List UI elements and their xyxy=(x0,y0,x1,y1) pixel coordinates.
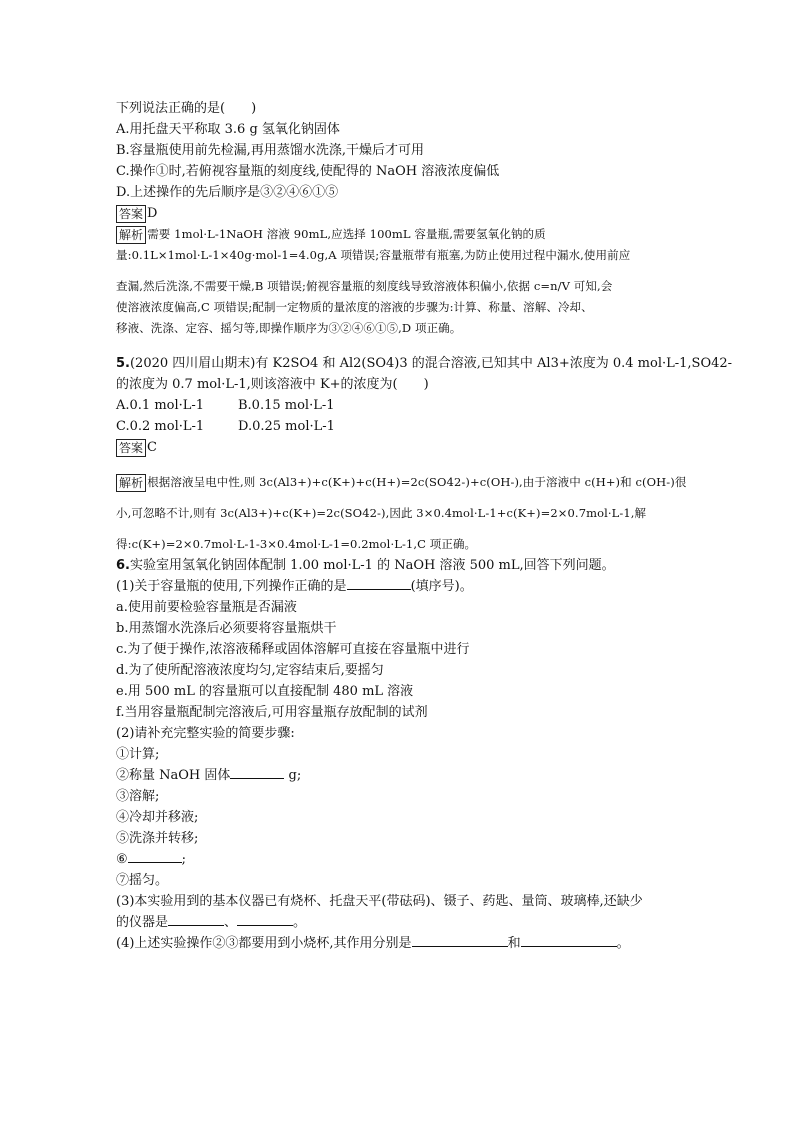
q5-option-d: D.0.25 mol·L-1 xyxy=(238,419,335,434)
answer-blank[interactable] xyxy=(412,933,508,947)
answer-blank[interactable] xyxy=(168,912,224,926)
q6-sub3-text: 的仪器是 xyxy=(116,915,169,930)
q6-sub4-sep: 和 xyxy=(507,936,521,951)
q6-step-1: ①计算; xyxy=(116,747,160,762)
q6-step-2-text: ②称量 NaOH 固体 xyxy=(116,768,231,783)
answer-blank[interactable] xyxy=(128,849,182,863)
q5-option-c: C.0.2 mol·L-1 xyxy=(116,419,205,434)
q6-sub3-tail: 。 xyxy=(293,915,307,930)
q6-sub1-option-b: b.用蒸馏水洗涤后必须要将容量瓶烘干 xyxy=(116,621,337,636)
q6-sub2: (2)请补充完整实验的简要步骤: xyxy=(116,726,295,741)
q5-option-a: A.0.1 mol·L-1 xyxy=(116,398,205,413)
q6-sub4-tail: 。 xyxy=(616,936,630,951)
q5-answer-value: C xyxy=(147,440,157,455)
q4-analysis-line-3: 查漏,然后洗涤,不需要干燥,B 项错误;俯视容量瓶的刻度线导致溶液体积偏小,依据 c=n/V 可知,会 xyxy=(116,279,613,293)
q4-analysis-line-1 xyxy=(116,224,676,245)
q4-answer xyxy=(116,203,676,224)
answer-blank[interactable] xyxy=(347,576,411,590)
q5-stem-line-1 xyxy=(116,353,733,374)
q5-stem-line-2: 的浓度为 0.7 mol·L-1,则该溶液中 K+的浓度为( ) xyxy=(116,377,429,392)
q5-options-row-1 xyxy=(116,395,676,416)
q5-analysis-line-3: 得:c(K+)=2×0.7mol·L-1-3×0.4mol·L-1=0.2mol·L-1,C 项正确。 xyxy=(116,537,477,551)
q6-step-2-tail: g; xyxy=(284,768,302,783)
q4-option-b: B.容量瓶使用前先检漏,再用蒸馏水洗涤,干燥后才可用 xyxy=(116,143,424,158)
q6-sub4 xyxy=(116,933,676,954)
analysis-label: 解析 xyxy=(116,474,146,492)
q6-stem xyxy=(116,555,676,576)
q5-analysis-line-1 xyxy=(116,472,687,493)
q4-option-c: C.操作①时,若俯视容量瓶的刻度线,使配得的 NaOH 溶液浓度偏低 xyxy=(116,164,500,179)
q6-sub3-line-2 xyxy=(116,912,676,933)
q6-sub3-sep: 、 xyxy=(224,915,238,930)
q6-step-6 xyxy=(116,849,676,870)
answer-label: 答案 xyxy=(116,439,146,457)
q4-analysis-text-1: 需要 1mol·L-1NaOH 溶液 90mL,应选择 100mL 容量瓶,需要氢氧化钠的质 xyxy=(147,227,546,241)
q6-sub1-tail: (填序号)。 xyxy=(410,579,473,594)
q6-step-6-tail: ; xyxy=(181,852,187,867)
answer-blank[interactable] xyxy=(237,912,293,926)
q5-number: 5. xyxy=(116,356,130,371)
q5-stem-text-1: 有 K2SO4 和 Al2(SO4)3 的混合溶液,已知其中 Al3+浓度为 0.4 mol·L-1,SO42- xyxy=(255,356,733,371)
q5-option-b: B.0.15 mol·L-1 xyxy=(238,398,335,413)
q6-sub3-line-1: (3)本实验用到的基本仪器已有烧杯、托盘天平(带砝码)、镊子、药匙、量筒、玻璃棒,还缺少 xyxy=(116,894,643,909)
answer-label: 答案 xyxy=(116,205,146,223)
q4-analysis-line-4: 使溶液浓度偏高,C 项错误;配制一定物质的量浓度的溶液的步骤为:计算、称量、溶解、冷却、 xyxy=(116,300,593,314)
q6-sub1-option-c: c.为了便于操作,浓溶液稀释或固体溶解可直接在容量瓶中进行 xyxy=(116,642,470,657)
answer-blank[interactable] xyxy=(521,933,617,947)
q6-sub1-text: (1)关于容量瓶的使用,下列操作正确的是 xyxy=(116,579,347,594)
q4-analysis-line-5: 移液、洗涤、定容、摇匀等,即操作顺序为③②④⑥①⑤,D 项正确。 xyxy=(116,321,462,335)
q4-stem: 下列说法正确的是( ) xyxy=(116,101,257,116)
q6-step-6-text: ⑥ xyxy=(116,852,128,867)
q6-sub1-option-d: d.为了使所配溶液浓度均匀,定容结束后,要摇匀 xyxy=(116,663,384,678)
q6-sub1 xyxy=(116,576,676,597)
q6-step-2 xyxy=(116,765,676,786)
q4-answer-value: D xyxy=(147,206,158,221)
q4-option-a: A.用托盘天平称取 3.6 g 氢氧化钠固体 xyxy=(116,122,340,137)
q6-sub1-option-f: f.当用容量瓶配制完溶液后,可用容量瓶存放配制的试剂 xyxy=(116,705,428,720)
q5-analysis-line-2: 小,可忽略不计,则有 3c(Al3+)+c(K+)=2c(SO42-),因此 3×0.4mol·L-1+c(K+)=2×0.7mol·L-1,解 xyxy=(116,506,647,520)
q6-step-5: ⑤洗涤并转移; xyxy=(116,831,199,846)
q5-options-row-2 xyxy=(116,416,676,437)
q6-step-3: ③溶解; xyxy=(116,789,160,804)
q4-option-d: D.上述操作的先后顺序是③②④⑥①⑤ xyxy=(116,185,339,200)
q6-number: 6. xyxy=(116,558,130,573)
q6-sub1-option-a: a.使用前要检验容量瓶是否漏液 xyxy=(116,600,297,615)
q6-sub1-option-e: e.用 500 mL 的容量瓶可以直接配制 480 mL 溶液 xyxy=(116,684,414,699)
q5-answer xyxy=(116,437,676,458)
answer-blank[interactable] xyxy=(230,765,284,779)
document-body xyxy=(116,98,733,954)
q6-stem-text: 实验室用氢氧化钠固体配制 1.00 mol·L-1 的 NaOH 溶液 500 mL,回答下列问题。 xyxy=(129,558,615,573)
q5-source: (2020 四川眉山期末) xyxy=(129,356,256,371)
analysis-label: 解析 xyxy=(116,226,146,244)
q6-step-4: ④冷却并移液; xyxy=(116,810,199,825)
q4-analysis-line-2: 量:0.1L×1mol·L-1×40g·mol-1=4.0g,A 项错误;容量瓶带有瓶塞,为防止使用过程中漏水,使用前应 xyxy=(116,248,631,262)
q6-sub4-text: (4)上述实验操作②③都要用到小烧杯,其作用分别是 xyxy=(116,936,412,951)
q5-analysis-text-1: 根据溶液呈电中性,则 3c(Al3+)+c(K+)+c(H+)=2c(SO42-)+c(OH-),由于溶液中 c(H+)和 c(OH-)很 xyxy=(147,475,687,489)
q6-step-7: ⑦摇匀。 xyxy=(116,873,169,888)
